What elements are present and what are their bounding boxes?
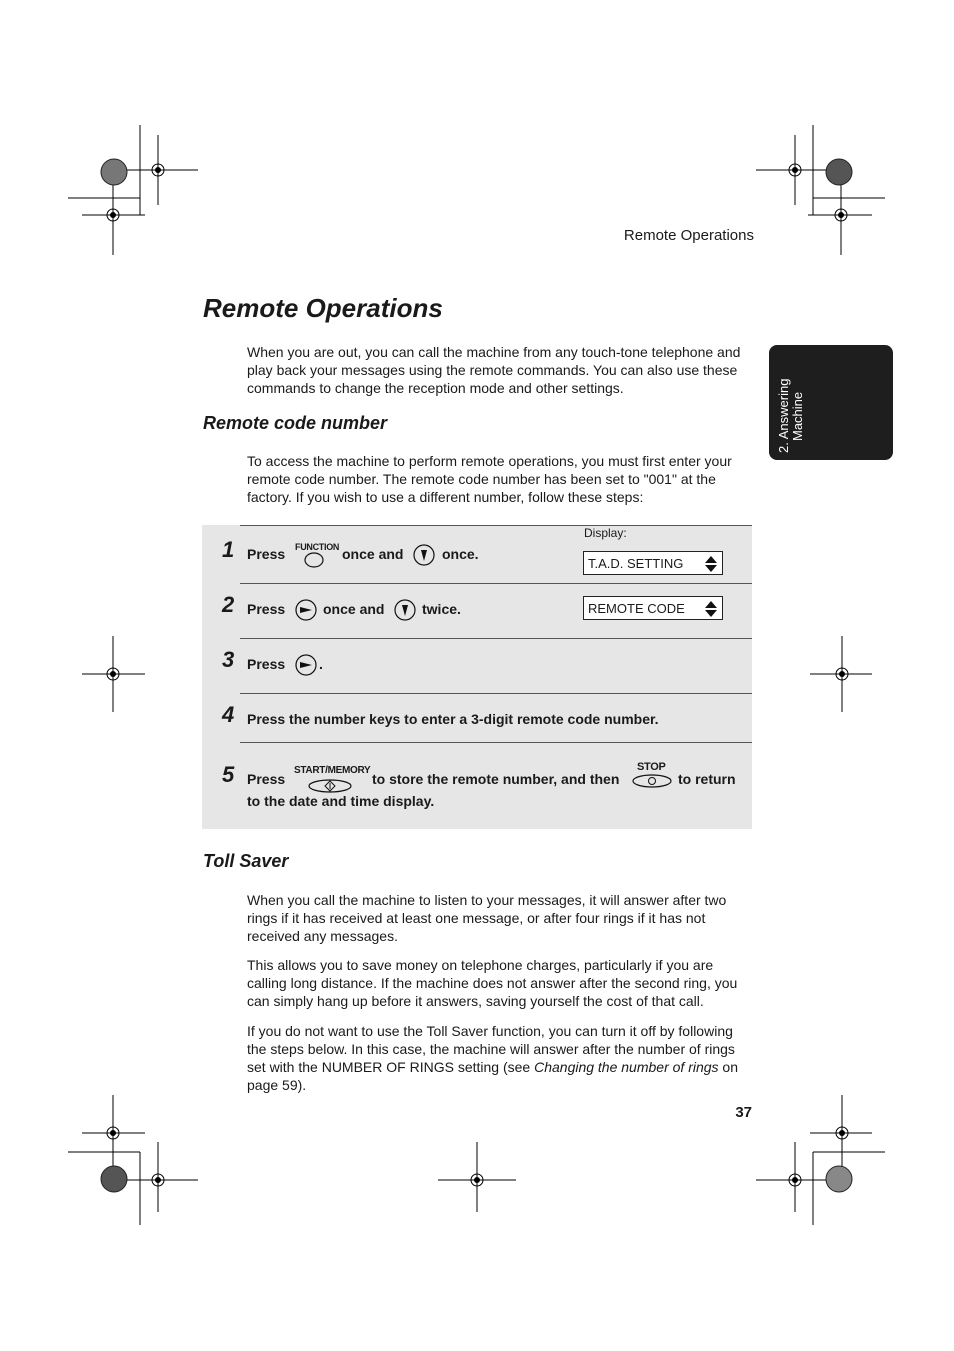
- step-5-end: to return: [678, 771, 736, 787]
- chapter-tab-label: 2. Answering Machine: [776, 378, 805, 453]
- toll-saver-heading: Toll Saver: [203, 851, 289, 871]
- step-number: 1: [222, 537, 235, 562]
- lcd-display-2: REMOTE CODE: [583, 596, 723, 620]
- step-1-end: once.: [442, 546, 479, 562]
- step-5-press: Press: [247, 771, 286, 787]
- step-2-mid: once and: [323, 601, 385, 617]
- step-1-press: Press: [247, 546, 286, 562]
- step-3-press: Press: [247, 656, 286, 672]
- step-number: 5: [222, 762, 235, 787]
- page-title: Remote Operations: [203, 293, 443, 323]
- step-2-end: twice.: [422, 601, 461, 617]
- step-1-mid: once and: [342, 546, 404, 562]
- start-memory-key-label: START/MEMORY: [294, 765, 371, 776]
- start-memory-key-icon: [308, 779, 352, 793]
- page-number: 37: [735, 1104, 752, 1121]
- right-arrow-key-icon: [295, 599, 317, 621]
- function-key-icon: [304, 552, 324, 568]
- up-down-arrows-icon: [703, 555, 719, 573]
- remote-code-heading: Remote code number: [203, 413, 388, 433]
- step-3-end: .: [319, 656, 323, 672]
- down-arrow-key-icon: [413, 544, 435, 566]
- step-number: 4: [222, 702, 235, 727]
- remote-code-paragraph: To access the machine to perform remote operations, you must first enter your remote code number. The remote code number has been set to "001" at the factory. If you wish to use a different number, follow these steps:: [247, 453, 732, 505]
- toll-saver-paragraph-1: When you call the machine to listen to your messages, it will answer after two rings if it has received at least one message, or after four rings if it has not received any messages.: [247, 892, 727, 944]
- display-label: Display:: [584, 526, 627, 540]
- step-2-press: Press: [247, 601, 286, 617]
- lcd-display-1: T.A.D. SETTING: [583, 551, 723, 575]
- chapter-tab: [769, 345, 893, 460]
- toll-saver-paragraph-3: If you do not want to use the Toll Saver function, you can turn it off by following the steps below. In this case, the machine will answer after the number of rings set with the NUMBER OF RINGS setting (see Changing the number of rings on page 59).: [247, 1023, 739, 1093]
- function-key-label: FUNCTION: [295, 542, 340, 552]
- running-header: Remote Operations: [623, 227, 754, 244]
- down-arrow-key-icon: [394, 599, 416, 621]
- toll-saver-paragraph-2: This allows you to save money on telephone charges, particularly if you are calling long distance. If the machine does not answer after the second ring, you can simply hang up before it answers, saving yourself the cost of that call.: [247, 957, 738, 1009]
- step-number: 2: [222, 592, 235, 617]
- stop-key-icon: [632, 774, 672, 788]
- up-down-arrows-icon: [703, 600, 719, 618]
- step-5-line2: to the date and time display.: [247, 793, 435, 809]
- step-4-text: Press the number keys to enter a 3-digit remote code number.: [247, 711, 659, 727]
- right-arrow-key-icon: [295, 654, 317, 676]
- steps-panel: [202, 525, 752, 829]
- step-number: 3: [222, 647, 235, 672]
- stop-key-label: STOP: [637, 761, 666, 773]
- step-5-mid: to store the remote number, and then: [372, 771, 620, 787]
- cross-reference: Changing the number of rings: [534, 1059, 719, 1075]
- intro-paragraph: When you are out, you can call the machine from any touch-tone telephone and play back your messages using the remote commands. You can also use these commands to change the reception mode and other settings.: [247, 344, 741, 396]
